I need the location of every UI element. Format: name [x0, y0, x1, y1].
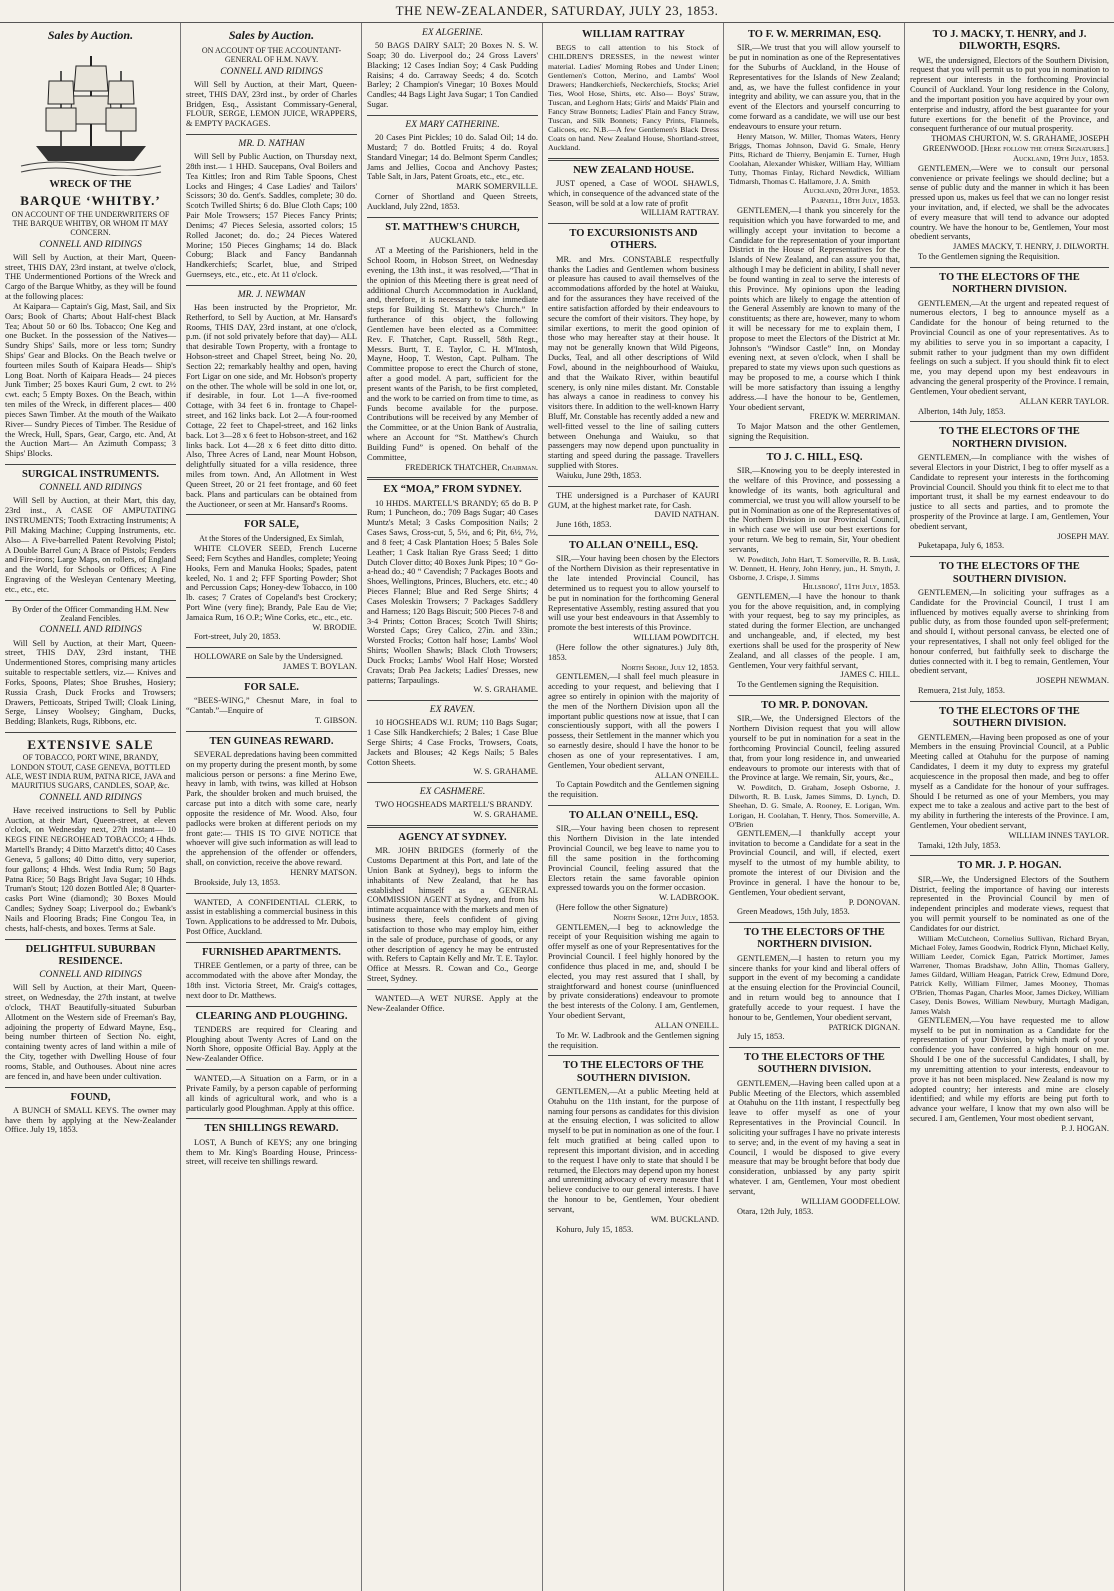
furnished-title: FURNISHED APARTMENTS. — [202, 946, 341, 958]
oneill2-reply-signature: ALLAN O'NEILL. — [654, 1020, 719, 1030]
farm-body: WANTED,—A Situation on a Farm, or in a Private Family, by a person capable of performing all kinds of agricultural work, and who is a particularly good Ploughman. Apply at this office. — [186, 1074, 357, 1113]
agency-title: AGENCY AT SYDNEY. — [398, 832, 507, 844]
surgical-title: SURGICAL INSTRUMENTS. — [21, 469, 160, 481]
may-date: Puketapapa, July 6, 1853. — [918, 541, 1005, 551]
kauri-body: THE undersigned is a Purchaser of KAURI GUM, at the highest market rate, for Cash. — [548, 490, 719, 510]
church-subtitle: AUCKLAND. — [429, 235, 476, 245]
moa-title: EX “MOA,” FROM SYDNEY. — [383, 484, 522, 496]
wreck-body: Will Sell by Auction, at their Mart, Queen-street, THIS DAY, 23rd instant, at twelve o'clock, THE Undermentioned Portions of the Wreck and Cargo of the Barque Whitby, as they will be found at the following places: — [5, 252, 176, 302]
taylor-title: TO THE ELECTORS OF THE NORTHERN DIVISION. — [939, 271, 1080, 296]
north-electors-title: TO THE ELECTORS OF THE NORTHERN DIVISION. — [744, 927, 885, 951]
forsale-body: WHITE CLOVER SEED, French Lucerne Seed; Fern Scythes and Handles, complete; Yeoing Hooks, Fern and Manuka Hooks; Spades, patent keeled, No. 1 and 2; FFF Sporting Powder; Shot and Percussion Caps; Honey-dew Tobacco, in 100 lb. cases; 7 Crates of Copeland's best Crockery; Port Wine (very fine); Brandy, Pale Eau de Vie; Jamaica Rum, 16 O.P.; Wine Corks, etc., etc., etc. — [186, 544, 357, 622]
nzhouse-body: JUST opened, a Case of WOOL SHAWLS, which, in consequence of the advanced state of the Season, will be sold at a low rate of profit — [548, 178, 719, 208]
wreck-ship-name: BARQUE ‘WHITBY.’ — [20, 193, 161, 209]
wreck-items: At Kaipara— Captain's Gig, Mast, Sail, and Six Oars; Book of Charts; About Half-chest Black Tea; About 50 or 60 lbs. Tobacco; One Keg and one Bucket. In the possession of the Natives— Sundry Ships' Sails, more or less torn; Sundry Ships' Gear and Blocks. On the Beach twelve or fourteen miles South of Kaipara Heads— Ship's Long Boat. North of Kaipara Heads— 24 pieces Junk Timber; 25 boxes Kauri Gum, 2 cwt. to 2½ cwt. each; 5 Empty Boxes. On the Beach, within ten miles of the Wreck, in different places— 400 pieces Sawn Timber. At the mouth of the Waikato River— Sundry Pieces of Timber. The Residue of the Wreck, Hull, Spars, Gear, Cargo, etc. And, At the Auction Mart— An Azimuth Compass; 3 Ships' Blocks. — [5, 301, 176, 459]
section-header: Sales by Auction. — [228, 28, 315, 42]
moa-body: 10 HHDS. MARTELL'S BRANDY; 65 do B. P Rum; 1 Puncheon, do.; 709 Bags Sugar; 40 Cases Muntz's Metal; 3 Casks Composition Nails; 2 Cases Saws, Cross-cut, 5, 5½, and 6; Pit, 6½, 7½, and 8 feet; 4 Cask Plantation Hoes; 5 Bales Sole Leather; 1 Cask Italian Rye Grass Seed; 1 ditto Dutch Clover ditto; 40 Boxes Junk Pipes; 10 “ Go-a-head do.; 40 “ Cavendish; 7 Packages Boots and Shoes, Wellingtons, Princes, Bluchers, etc. etc.; 40 Pieces Flannel; Blue and Red Serge Shirts; 4 Cases Moleskin Trowsers; 7 Packages Saddlery and Harness; 120 Bags Biscuit; 500 Pieces 7-8 and 3-4 Prints; Cotton Braces; Scotch Twill Shirts; Worsted Caps; Grey Calico, 27in. and 33in.; Worsted Frocks; Cotton half hose; Lambs' Wool Shirts; Woollen Shawls; Black Cloth Trowsers; Duck Frocks; Lambs' Wool Half Hose; Worsted Cravats; Drab Pea Jackets; Ladies' Dresses, new patterns; Tarpaulings. — [367, 498, 538, 685]
masthead: THE NEW-ZEALANDER, SATURDAY, JULY 23, 1853. — [0, 0, 1114, 23]
column-6 — [905, 23, 1113, 1591]
nzhouse-signature: WILLIAM RATTRAY. — [640, 208, 719, 218]
south-electors-title: TO THE ELECTORS OF THE SOUTHERN DIVISION. — [744, 1052, 885, 1076]
column-1 — [0, 23, 181, 1591]
donovan-reply: GENTLEMEN,—I thankfully accept your invitation to become a Candidate for a seat in the Provincial Council, and will, if elected, exert myself to the utmost of my humble ability, to promote the interest of our Division and the Province in general. I have the honour to be, Gentlemen, Your obedient servant, — [729, 828, 900, 897]
oneill2-title: TO ALLAN O'NEILL, ESQ. — [568, 810, 699, 822]
moa-signature: W. S. GRAHAME. — [473, 685, 538, 695]
south-electors-signature: WM. BUCKLAND. — [650, 1214, 719, 1224]
officer-subtitle: By Order of the Officer Commanding H.M. New Zealand Fencibles. — [12, 604, 169, 624]
shillings-body: LOST, A Bunch of KEYS; any one bringing them to Mr. King's Boarding House, Princess-street, will receive ten shillings reward. — [186, 1137, 357, 1167]
forsale2-body: “BEES-WING,” Chesnut Mare, in foal to “Cantab.”—Enquire of — [186, 696, 357, 716]
innes-signature: WILLIAM INNES TAYLOR. — [1008, 830, 1109, 840]
merriman-names: Henry Matson, W. Miller, Thomas Waters, Henry Briggs, Thomas Johnson, David G. Smale, Henry Pitts, Richard de Thierry, Benjamin E. Turner, Hugh Coolahan, Alexander Whisker, William Hay, William Tutty, Thomas Finlay, Richard Newdick, William Tidmarsh, Thomas C. Hallamore, J. A. Smith — [729, 131, 900, 187]
ship-illustration — [16, 46, 166, 176]
mary-body: 20 Cases Pint Pickles; 10 do. Salad Oil; 14 do. Mustard; 7 do. Bottled Fruits; 4 do. Royal Standard Vinegar; 14 do. Belmont Sperm Candles; Jams and Jellies, Cocoa and Anchovy Pastes; Table Salt, in Jars, Patent Groats, etc., etc., etc. — [367, 133, 538, 182]
suburban-title: DELIGHTFUL SUBURBAN RESIDENCE. — [25, 943, 156, 967]
donovan-names: W. Powditch, D. Graham, Joseph Osborne, J. Dilworth, R. B. Lusk, James Simms, D. Lynch, D. Sheehan, D. G. Smale, A. Rooney, E. Lorigan, Wm. Lorigan, H. Coolahan, T. Henry, Thos. Somerville, A. O'Brien — [729, 783, 900, 829]
south-electors-body: GENTLEMEN,—At a public Meeting held at Otahuhu on the 11th instant, for the purpose of naming four persons as candidates for this division at the ensuing election, I was solicited to allow myself to be put in nomination as one of the four. I felt much gratified at being called upon to represent this important division, and in acceding to the request I have only to state that should I be returned, the Electors may depend upon my honest and unremitting advocacy of every measure that I believe conducive to our general interests. I have the honour to be, Gentlemen, Your obedient servant, — [548, 1086, 719, 1214]
macky-names: THOMAS CHURTON, W. S. GRAHAME, JOSEPH GREENWOOD. [Here follow the other Signatures.] — [922, 134, 1109, 154]
oneill2-signature: W. LADBROOK. — [659, 893, 719, 903]
nathan-title: MR. D. NATHAN — [238, 139, 305, 149]
mary-signature: MARK SOMERVILLE. — [456, 182, 538, 192]
cashmere-title: EX CASHMERE. — [419, 787, 486, 798]
wreck-subtitle: ON ACCOUNT OF THE UNDERWRITERS OF THE BARQUE WHITBY, OR WHOM IT MAY CONCERN. — [11, 209, 170, 238]
mary-title: EX MARY CATHERINE. — [405, 119, 500, 130]
extensive-sale-body: Have received instructions to Sell by Public Auction, at their Mart, Queen-street, at eleven o'clock, on Wednesday next, 27th instant— 10 KEGS FINE NEGROHEAD TOBACCO; 4 Hhds. Martell's Brandy; 4 Ditto Marzett's ditto; 40 Cases Geneva, 5 gallons; 40 Ditto ditto, very superior, four gallons; 4 Hhds. West India Rum; 50 Bags Patna Rice; 50 Bags Bright Java Sugar; 10 Hhds. Truman's Stout; 120 dozen Bottled Ale; 8 Quarter-casks Port Wine (diamond); 30 Boxes Mould Candles; Sydney Soap; Liverpool do.; Ewbank's Nails and Flooring Brads; Fine Congou Tea, in chests, half-chests, and boxes. Terms at Sale. — [5, 805, 176, 933]
hogan-reply: GENTLEMEN,—You have requested me to allow myself to be put in nomination as a Candidate for the representation of your Division, by which mark of your confidence you have conferred a high honour on me. Should I be one of the successful Candidates, I shall, by my unremitting attention to your interests, endeavour to prove it has not been misplaced. New Zealand is now my adopted country; her interests and mine are closely identified; and while my efforts are being put forth to advance your welfare, I know that my own also will be secured. I am, Gentlemen, Your most obedient servant, — [910, 1015, 1109, 1123]
shillings-title: TEN SHILLINGS REWARD. — [204, 1123, 339, 1135]
extensive-sale-title: EXTENSIVE SALE — [27, 737, 154, 753]
clearing-title: CLEARING AND PLOUGHING. — [195, 1010, 348, 1022]
raven-title: EX RAVEN. — [429, 705, 476, 716]
surgical-body: Will Sell by Auction, at their Mart, this day, 23rd inst., A CASE OF AMPUTATING INSTRUMENTS; Tooth Extracting Instruments; A Pill Making Machine; Cupping Instruments, etc. Also— A Five-barrelled Patent Revolving Pistol; A Double Barrel Gun; A Brace of Pistols; Fenders and Fire-irons; Large Maps, on rollers, of England and the World, for Schools or Offices; A Fine Engraving of the Wesleyan Centenary Meeting, etc., etc., etc. — [5, 496, 176, 594]
reward-title: TEN GUINEAS REWARD. — [209, 735, 334, 747]
extensive-sale-subtitle: OF TOBACCO, PORT WINE, BRANDY, LONDON STOUT, CASE GENEVA, BOTTLED ALE, WEST INDIA RUM, PATNA RICE, JAVA and MAURITIUS SUGARS, CANDLES, SOAP, &c. — [5, 753, 176, 791]
reward-body: SEVERAL depredations having been committed on my property during the present month, by some malicious person or persons: a fine Merino Ewe, heavy in lamb, with twins, was killed at Hobson Park, the shoulder broken and much bruised, the carcase put into a ditch with some care, nearly opposite the residence of Mr. Wood. Also, four padlocks were broken at different periods on my front gate:— THIS IS TO GIVE NOTICE that whoever will give such information as will lead to the apprehension of the offender or offenders, shall, on conviction, receive the above reward. — [186, 750, 357, 868]
holloware-body: HOLLOWARE on Sale by the Undersigned. — [194, 652, 343, 662]
hogan-title: TO MR. J. P. HOGAN. — [957, 860, 1062, 872]
raven-body: 10 HOGSHEADS W.I. RUM; 110 Bags Sugar; 1 Case Silk Handkerchiefs; 2 Bales; 1 Case Blue Serge Shirts; 4 Case Frocks, Trowsers, Coats, Jackets and Blouses; 42 Kegs Nails; 5 Bales Cotton Sheets. — [367, 718, 538, 767]
innes-date: Tamaki, 12th July, 1853. — [918, 840, 1001, 850]
cashmere-signature: W. S. GRAHAME. — [473, 810, 538, 820]
south-electors-date: Otara, 12th July, 1853. — [737, 1206, 814, 1216]
section-header: Sales by Auction. — [47, 28, 134, 42]
forsale-subtitle: At the Stores of the Undersigned, Ex Simlah, — [199, 533, 344, 543]
oneill2-to: To Mr. W. Ladbrook and the Gentlemen signing the requisition. — [548, 1030, 719, 1050]
forsale-date: Fort-street, July 20, 1853. — [194, 632, 281, 642]
furnished-body: THREE Gentlemen, or a party of three, can be accommodated with the above after Monday, the 18th inst. Victoria Street, Mr. Craig's cottages, next door to Dr. Matthews. — [186, 961, 357, 1000]
rattray-body: BEGS to call attention to his Stock of CHILDREN'S DRESSES, in the newest winter material. Ladies' Morning Robes and Under Linen; Gentlemen's Cotton, Merino, and Lambs' Wool Drawers; Handkerchiefs, Neckerchiefs, Stocks; Ariel Ties, Wool Hose, Shirts, etc. Also— Boys' Straw, Tuscan, and Leghorn Hats; Girls' and Maids' Plain and Fancy Straw Bonnets; Ladies' Plain and Fancy Straw, Tuscan, and Silk Bonnets; Fancy Prints, Flannels, Calicoes, etc. N.B.—A few Gentlemen's Black Dress Coats on hand. New Zealand House, Shortland-street, Auckland. — [548, 43, 719, 153]
found-title: FOUND, — [70, 1091, 111, 1103]
innes-title: TO THE ELECTORS OF THE SOUTHERN DIVISION. — [939, 705, 1080, 730]
auctioneer-name: CONNELL AND RIDINGS — [39, 483, 142, 494]
reward-date: Brookside, July 13, 1853. — [194, 877, 281, 887]
south-electors-signature: WILLIAM GOODFELLOW. — [801, 1196, 900, 1206]
donovan-signature: P. DONOVAN. — [848, 897, 900, 907]
forsale2-signature: T. GIBSON. — [315, 715, 357, 725]
found-body: A BUNCH of SMALL KEYS. The owner may have them by applying at the New-Zealander Office. July 19, 1853. — [5, 1105, 176, 1135]
macky-body: WE, the undersigned, Electors of the Southern Division, request that you will permit us to put you in nomination to represent our interests in the forthcoming Provincial Council of Auckland. Your long residence in the Colony, and the important position you have acquired by your own enterprise and industry, afford the best guarantee for your future exertions for the benefit of the Province, and consequent furtherance of our mutual prosperity. — [910, 55, 1109, 134]
oneill1-reply: GENTLEMEN,—I shall feel much pleasure in acceding to your request, and believing that I agree so entirely in opinion with the majority of the men of the Northern Division upon all the important public questions now at issue, that I can conscientiously support, with all the powers I possess, their Settlement in the manner which you so earnestly desire, should I have the honor to be chosen as one of your representatives. I am, Gentlemen, Your obedient servant, — [548, 672, 719, 770]
wreck-title: WRECK OF THE — [49, 179, 132, 191]
auctioneer-name: CONNELL AND RIDINGS — [220, 66, 323, 77]
newman-electors-date: Remuera, 21st July, 1853. — [918, 686, 1005, 696]
holloware-signature: JAMES T. BOYLAN. — [282, 662, 357, 672]
officer-body: Will Sell by Auction, at their Mart, Queen-street, THIS DAY, 23rd instant, THE Undermentioned Stores, comprising many articles suitable to respectable settlers, viz.— Knives and Forks, Spoons, Plates; Shoe Brushes, Hosiery; Russia Crash, Duck Frocks and Trowsers; Drawers, Petticoats, Striped Twill; Cloak Lining, Serge, Linsey Woolsey; Gingham, Ducks, Bedding; Blankets, Rugs, Ribbons, etc. — [5, 638, 176, 727]
hogan-body: SIR,—We, the Undersigned Electors of the Southern District, feeling the importance of having our interests represented in the Provincial Council by men of independent principles and moderate views, request that you will permit yourself to be nominated as one of the Candidates for our district. — [910, 874, 1109, 933]
column-4 — [543, 23, 724, 1591]
may-signature: JOSEPH MAY. — [1057, 531, 1109, 541]
wreck-ad — [5, 253, 176, 459]
merriman-reply-date: Parnell, 18th July, 1853. — [811, 196, 900, 206]
north-electors-date: July 15, 1853. — [737, 1032, 785, 1042]
hill-body: SIR,—Knowing you to be deeply interested in the welfare of this Province, and possessing a knowledge of its wants, both agricultural and commercial, we trust you will allow yourself to be put in Nomination as one of the Representatives of the Northern Division in our Provincial Council, in which case we will use our best exertions for your return. We beg to remain, Sir, Your obedient servants, — [729, 466, 900, 554]
clerk-body: WANTED, A CONFIDENTIAL CLERK, to assist in establishing a commercial business in this Town. Applications to be addressed to Mr. Dubois, Post Office, Auckland. — [186, 897, 357, 937]
oneill1-reply-date: North Shore, July 12, 1853. — [621, 662, 719, 672]
newman-electors-title: TO THE ELECTORS OF THE SOUTHERN DIVISION. — [939, 561, 1080, 585]
donovan-title: TO MR. P. DONOVAN. — [761, 700, 868, 712]
south-electors-title: TO THE ELECTORS OF THE SOUTHERN DIVISION. — [563, 1060, 704, 1084]
north-electors-body: GENTLEMEN,—I hasten to return you my sincere thanks for your kind and liberal offers of support in the event of my becoming a candidate at the ensuing election for the Provincial Council, and in return would beg to announce that I gratefully accede to your request. I have the honour to be, Gentlemen, Your obedient servant, — [729, 953, 900, 1022]
donovan-date: Green Meadows, 15th July, 1853. — [737, 907, 850, 917]
oneill2-reply: GENTLEMEN,—I beg to acknowledge the receipt of your Requisition wishing me again to offer myself as one of your Representatives for the Provincial Council. I feel highly honored by the confidence thus placed in me, and, should I be elected, you may rest assured that I shall, by straightforward and honest course (uninfluenced by private considerations) endeavour to promote the best interests of the Colony. I am, Gentlemen, Your obedient Servant, — [548, 922, 719, 1021]
nzhouse-title: NEW ZEALAND HOUSE. — [573, 164, 694, 176]
auctioneer-name: CONNELL AND RIDINGS — [39, 970, 142, 981]
hill-title: TO J. C. HILL, ESQ. — [766, 451, 863, 463]
may-body: GENTLEMEN,—In compliance with the wishes of several Electors in your District, I beg to offer myself as a Candidate to represent your interests in the forthcoming Provincial Council. Should you think fit to elect me to that important trust, it shall be my earnest endeavour to do justice to all sects and parties, and to promote the prosperity of the Province at large. I am, Gentlemen, Your obedient servant, — [910, 453, 1109, 531]
forsale-title: FOR SALE, — [244, 519, 299, 531]
reward-signature: HENRY MATSON. — [290, 867, 357, 877]
oneill1-signature: WILLIAM POWDITCH. — [633, 633, 719, 643]
macky-reply-date: Auckland, 19th July, 1853. — [1012, 153, 1109, 163]
nurse-body: WANTED—A WET NURSE. Apply at the New-Zealander Office. — [367, 993, 538, 1013]
suburban-body: Will Sell by Auction, at their Mart, Queen-street, on Wednesday, the 27th instant, at twelve o'clock, THAT Beautifully-situated Suburban Allotment on the Western side of Freeman's Bay, adjoining the property of Edward Mayne, Esq., being number thirteen of Section No. eight, containing twenty acres of land within a mile of the City, together with Dwelling House of four rooms, Stable, and Outhouses. About nine acres are fenced in, and have been under cultivation. — [5, 983, 176, 1081]
oneill1-title: TO ALLAN O'NEILL, ESQ. — [568, 540, 699, 552]
hill-reply-date: Hillsboro', 11th July, 1853. — [802, 581, 900, 591]
forsale2-title: FOR SALE. — [244, 681, 299, 693]
taylor-signature: ALLAN KERR TAYLOR. — [1019, 396, 1109, 406]
may-title: TO THE ELECTORS OF THE NORTHERN DIVISION. — [939, 426, 1080, 450]
navy-body: Will Sell by Auction, at their Mart, Queen-street, THIS DAY, 23rd inst., by order of Charles Bridgen, Esq., Assistant Commissary-General, FLOUR, SERGE, LEMON JUICE, WRAPPERS, & EMPTY PACKAGES. — [186, 79, 357, 129]
raven-signature: W. S. GRAHAME. — [473, 767, 538, 777]
kauri-signature: DAVID NATHAN. — [654, 510, 719, 520]
nathan-body: Will Sell by Public Auction, on Thursday next, 28th inst.— 1 HHD. Saucepans, Oval Boilers and Tea Kittles; Iron and Rim Table Spoons, Chest Locks and Hinges; 4 Case Ladies' and Tailors' Scissors; 30 do. Gent's. Saddles, complete; 30 do. Scotch Twilled Shirts; 6 do. Blue Cloth Caps; 100 Pair Mole Trowsers; 157 Pieces Fancy Prints; Denims; 47 Pieces Selesia, assorted colors; 15 Rolled Jaconet; do. do.; 24 Pieces Watered Morine; 150 Pieces Ginghams; 14 do. Black Coburg; Black and Fancy Bandannah Handkerchiefs; Scarlet, blue, and Striped Guernseys, etc., etc., etc. At 11 o'clock. — [186, 152, 357, 280]
merriman-to: To Major Matson and the other Gentlemen, signing the Requisition. — [729, 422, 900, 442]
newman-title: MR. J. NEWMAN — [237, 289, 306, 300]
innes-body: GENTLEMEN,—Having been proposed as one of your Members in the ensuing Provincial Council, at a Public Meeting called at Otahuhu for the purpose of naming Candidates, I deem it my duty to express my grateful acquiescence in the proposal then made, and beg to offer myself as a Candidate for the honour of your suffrages. Should I be returned as one of your Members, you may expect me to take a zealous and active part to the best of my ability in furthering the interests of the Province. I am, Gentlemen, Your obedient servant, — [910, 732, 1109, 830]
hogan-signature: P. J. HOGAN. — [1061, 1123, 1109, 1133]
column-5 — [724, 23, 905, 1591]
church-signature: FREDERICK THATCHER, Chairman. — [405, 462, 538, 472]
oneill1-to: To Captain Powditch and the Gentlemen signing the requisition. — [548, 780, 719, 800]
rattray-title: WILLIAM RATTRAY — [582, 29, 685, 40]
donovan-body: SIR,—We, the Undersigned Electors of the Northern Division request that you will allow yourself to be put in nomination for a seat in the forthcoming Provincial Council, feeling assured that, from your long residence in, and unwearied endeavours to promote our interests with that of the Province at large. We remain, Sir, yours, &c., — [729, 714, 900, 783]
hill-names: W. Powditch, John Hart, T. Somerville, R. B. Lusk, W. Dennett, H. Henry, John Henry, jun., H. Smyth, J. Osborne, J. Crispe, J. Simms — [729, 554, 900, 582]
forsale-signature: W. BRODIE. — [312, 622, 357, 632]
oneill2-body: SIR,—Your having been chosen to represent this Northern Division in the late intended Provincial Council, we beg leave to name you to fill the same position in the forthcoming Provincial Council, feeling assured that the Electors retain the same favorable opinion expressed towards you on the former occasion. — [548, 824, 719, 893]
column-2 — [181, 23, 362, 1591]
auctioneer-name: CONNELL AND RIDINGS — [39, 239, 142, 250]
macky-signature: JAMES MACKY, T. HENRY, J. DILWORTH. — [953, 242, 1109, 252]
clearing-body: TENDERS are required for Clearing and Ploughing about Twenty Acres of Land on the North Shore, opposite Official Bay. Apply at the New-Zealander Office. — [186, 1024, 357, 1064]
oneill1-reply-signature: ALLAN O'NEILL. — [654, 770, 719, 780]
newman-body: Has been instructed by the Proprietor, Mr. Retherford, to Sell by Auction, at Mr. Hansard's Rooms, THIS DAY, 23rd instant, at one o'clock, p.m. (if not sold privately before that day)— ALL that desirable Town Property, with a frontage to Hobson-street and Chapel Street, being No. 20, Section 22; remarkably healthy and open, having Fort Ligar on one side, and Mr. Hobson's property on the other. The whole will be sold in one lot, or, if desirable, in four. Lot 1—A five-roomed Cottage, with 34 feet 6 in. frontage to Chapel-street, and 162 links back. Lot 2—A four-roomed Cottage, 22 feet to Chapel-street, and 162 links back. Lot 3—28 x 6 feet to Hobson-street, and 162 links back. Lot 4—28 x 6 feet ditto ditto ditto. Also, Three Acres of Land, near Mount Hobson, delightfully situated for a villa residence, three miles from town. And, An Allotment in West Queen Street, 20 or 21 feet frontage, and 60 feet back. Plans and particulars can be obtained from the Auctioneer, or seen at Mr. Hansard's Rooms. — [186, 302, 357, 509]
taylor-date: Alberton, 14th July, 1853. — [918, 406, 1006, 416]
column-3 — [362, 23, 543, 1591]
algerine-body: 50 BAGS DAIRY SALT; 20 Boxes N. S. W. Soap; 30 do. Liverpool do.; 24 Gross Lavers' Blacking; 12 Cases Indian Soy; 4 Cask Pudding Raisins; 4 do. Carraway Seeds; 4 do. Scotch Barley; 2 Champion's Vinegar; 10 Boxes Mould Candles; 44 Bags Light Java Sugar; 1 Ton Candied Sugar. — [367, 41, 538, 110]
merriman-signature: FRED'K W. MERRIMAN. — [809, 412, 900, 422]
merriman-reply: GENTLEMEN,—I thank you sincerely for the requisition which you have forwarded to me, and willingly accept your invitation to become a Candidate for the representation of your important District in the House of Representatives for the Islands of New Zealand, and can assure you that, although I may be deficient in ability, I shall never be found wanting in zeal to serve the interests of this Province. My opinions upon the leading points which are likely to engage the attention of the General Assembly are known to many of the constituents; as there are, however, many to whom it will be necessary for me to explain them, I propose to meet the Electors of the District at Mr. Johnson's “Windsor Castle” Inn, on Monday evening next, at seven o'clock, when I shall be prepared to state my views upon such questions as may be proposed to me, a course which I think will be more satisfactory than issuing a lengthy address.—I have the honour to be, Gentlemen, Your obedient servant, — [729, 206, 900, 412]
macky-reply: GENTLEMEN,—Were we to consult our personal convenience or private feelings we should decline; but a sense of public duty and the manner in which it has been pressed upon us, makes us feel that we can no longer resist your invitation, and, if elected, we shall be the advocates of every measure that will tend to advance our adopted country. We have the honour to be, Gentlemen, Your most obedient servants, — [910, 163, 1109, 242]
auctioneer-name: CONNELL AND RIDINGS — [39, 625, 142, 636]
merriman-date: Auckland, 20th June, 1853. — [803, 186, 900, 196]
navy-title: ON ACCOUNT OF THE ACCOUNTANT-GENERAL OF H.M. NAVY. — [201, 46, 342, 65]
hogan-names: William McCutcheon, Cornelius Sullivan, Richard Bryan, Michael Foley, James Goodwin, Rodrick Flynn, Michael Kelly, William Leeder, Cornick Egan, Patrick Mortimer, James Warrener, Thomas Bradshaw, John Allin, Thomas Gallery, James Gildard, William Heagan, Patrick Crew, Edmund Dore, Patrick Kelly, William Filmer, James Mooney, Thomas O'Brien, Thomas Pagan, Charles Moor, James Dickey, William Casey, Denis Bowes, William Newbury, Murtagh Madigan, James Walsh — [910, 933, 1109, 1016]
excursion-title: TO EXCURSIONISTS AND OTHERS. — [569, 228, 698, 252]
merriman-body: SIR,—We trust that you will allow yourself to be put in nomination as one of the Representatives for the Suburbs of Auckland, in the House of Representatives for the Islands of New Zealand; and, as, we have the fullest confidence in your integrity and ability, we can assure you, that in the event of the Electors and yourself concurring to come forward as a candidate, we will use our best endeavours to ensure your return. — [729, 43, 900, 131]
oneill2-reply-date: North Shore, 12th July, 1853. — [613, 912, 719, 922]
excursion-body: MR. and Mrs. CONSTABLE respectfully thanks the Ladies and Gentlemen whom business or pleasure has caused to avail themselves of the accommodations afforded by the hotel at Waiuku, and for the assurances they have received of the entire satisfaction afforded by their endeavours to secure the comfort of their visitors. They hope, by similar exertions, to merit the good opinion of those who may hereafter stay at their house. It may not be generally known that Wild Pigeons, Ducks, Teal, and all other descriptions of Wild Fowl, abound in the neighbourhood of Waiuku, and that the Waikato River, within beautiful scenery, is only nine miles distant. Mr. Constable has always a canoe in readiness to convey his visitors there. In addition to the well-known Harry Bluff, Mr. Constable has recently added a new and well-fitted vessel to the line of sailing cutters between Onehunga and Waiuku, so that passengers may now depend upon punctuality in starting and speed during the passage. Travellers supplied with Stores. — [548, 254, 719, 471]
church-title: ST. MATTHEW'S CHURCH, — [385, 221, 520, 233]
macky-to: To the Gentlemen signing the Requisition. — [918, 252, 1060, 262]
newman-electors-signature: JOSEPH NEWMAN. — [1036, 676, 1109, 686]
oneill1-body: SIR,—Your having been chosen by the Electors of the Northern Division as their representative in the late intended Provincial Council, has determined us to request you to allow yourself to be put in nomination for the forthcoming General Representative Assembly, resting assured that you will use your best endeavours in that Assembly to promote the best interests of this Province. — [548, 554, 719, 633]
auctioneer-name: CONNELL AND RIDINGS — [39, 792, 142, 803]
excursion-date: Waiuku, June 29th, 1853. — [556, 470, 642, 480]
macky-title: TO J. MACKY, T. HENRY, and J. DILWORTH, ESQRS. — [932, 29, 1087, 53]
church-body: AT a Meeting of the Parishioners, held in the School Room, in Hobson Street, on Wednesday evening, the 13th inst., it was resolved,—“That in the opinion of this Meeting there is great need of additional Church Accommodation in Auckland, and, therefore, it is necessary to take immediate steps for Building St. Matthew's Church.” In furtherance of this object, the following Gentlemen have been elected as a Committee: Rev. F. Thatcher, Capt. Russell, 58th Regt., Messrs. Burtt, T. E. Taylor, C. H. M'Intosh, Mayne, Hoop, T. Weston, Capt. Pulham. The Committee propose to erect the Church of stone, after a good model. A part, sufficient for the present wants of the Parish, to be first completed, and the work to be carried on from time to time, as Funds become available for the purpose. Contributions will be received by any Member of the Committee, or at the Union Bank of Australia, where an Account for “St. Matthew's Church Building Fund” is opened. On behalf of the Committee, — [367, 246, 538, 462]
merriman-title: TO F. W. MERRIMAN, ESQ. — [747, 29, 882, 40]
mary-date: Corner of Shortland and Queen Streets, Auckland, July 22nd, 1853. — [367, 191, 538, 211]
oneill1-note: (Here follow the other signatures.) July 8th, 1853. — [548, 642, 719, 662]
algerine-title: EX ALGERINE. — [421, 28, 484, 38]
newspaper-columns — [0, 23, 1114, 1591]
agency-body: MR. JOHN BRIDGES (formerly of the Customs Department at this Port, and late of the Union Bank at Sydney), begs to inform the inhabitants of New Zealand, that he has established himself as a GENERAL COMMISSION AGENT at Sydney, and from his intimate acquaintance with the markets and men of business there, feels confident of giving satisfaction to those who may employ him, either in the sale of produce, purchase of goods, or any other description of agency he may be entrusted with. Refers to Captain Kelly and Mr. T. E. Taylor. Office at Messrs. R. Cowan and Co., George Street, Sydney. — [367, 846, 538, 984]
kauri-date: June 16th, 1853. — [556, 520, 612, 530]
hill-signature: JAMES C. HILL. — [840, 670, 900, 680]
taylor-body: GENTLEMEN,—At the urgent and repeated request of numerous electors, I beg to announce myself as a Candidate for the honour of being returned to the Provincial Council as one of your representatives. As to my abilities to serve you in so important a capacity, I submit rather to your judgment than my own diffident feelings on such a subject. If you should think fit to elect me, you may depend upon my best endeavours in advancing the general prosperity of the Province. I remain, Gentlemen, Your obedient servant, — [910, 298, 1109, 396]
south-electors-date: Kohuro, July 15, 1853. — [556, 1224, 634, 1234]
hill-reply: GENTLEMEN,—I have the honour to thank you for the above requisition, and, in complying with your request, beg to say my principles, as stated during the former Election, are unchanged and unchangeable, and, if elected, my best exertions shall be used for the prosperity of New Zealand, and all classes of the people. I am, Gentlemen, Your very faithful servant, — [729, 591, 900, 670]
oneill2-note: (Here follow the other Signature) — [556, 903, 668, 912]
cashmere-body: TWO HOGSHEADS MARTELL'S BRANDY. — [375, 800, 533, 810]
hill-to: To the Gentlemen signing the Requisition. — [737, 680, 879, 690]
newman-electors-body: GENTLEMEN,—In soliciting your suffrages as a Candidate for the Provincial Council, I trust I am influenced by motives equally averse to shrinking from public duty, as from those founded upon self-preferment; and should I, without personal canvass, be elected one of your representatives, I shall not only feel obliged for the honour conferred, but faithfully seek to discharge the duties connected with it. I beg to remain, Gentlemen, Your obedient servant, — [910, 587, 1109, 676]
south-electors-body: GENTLEMEN,—Having been called upon at a Public Meeting of the Electors, which assembled at Otahuhu on the 11th instant, I respectfully beg leave to offer myself as one of your Representatives in the Provincial Council. In soliciting your suffrages I have no private interests to serve; and, in the event of my having a seat in Council, I would be disposed to give every measure that may be brought before that body due consideration, unbiassed by any party spirit whatever. I am, Gentlemen, Your most obedient servant, — [729, 1078, 900, 1196]
north-electors-signature: PATRICK DIGNAN. — [828, 1022, 900, 1032]
